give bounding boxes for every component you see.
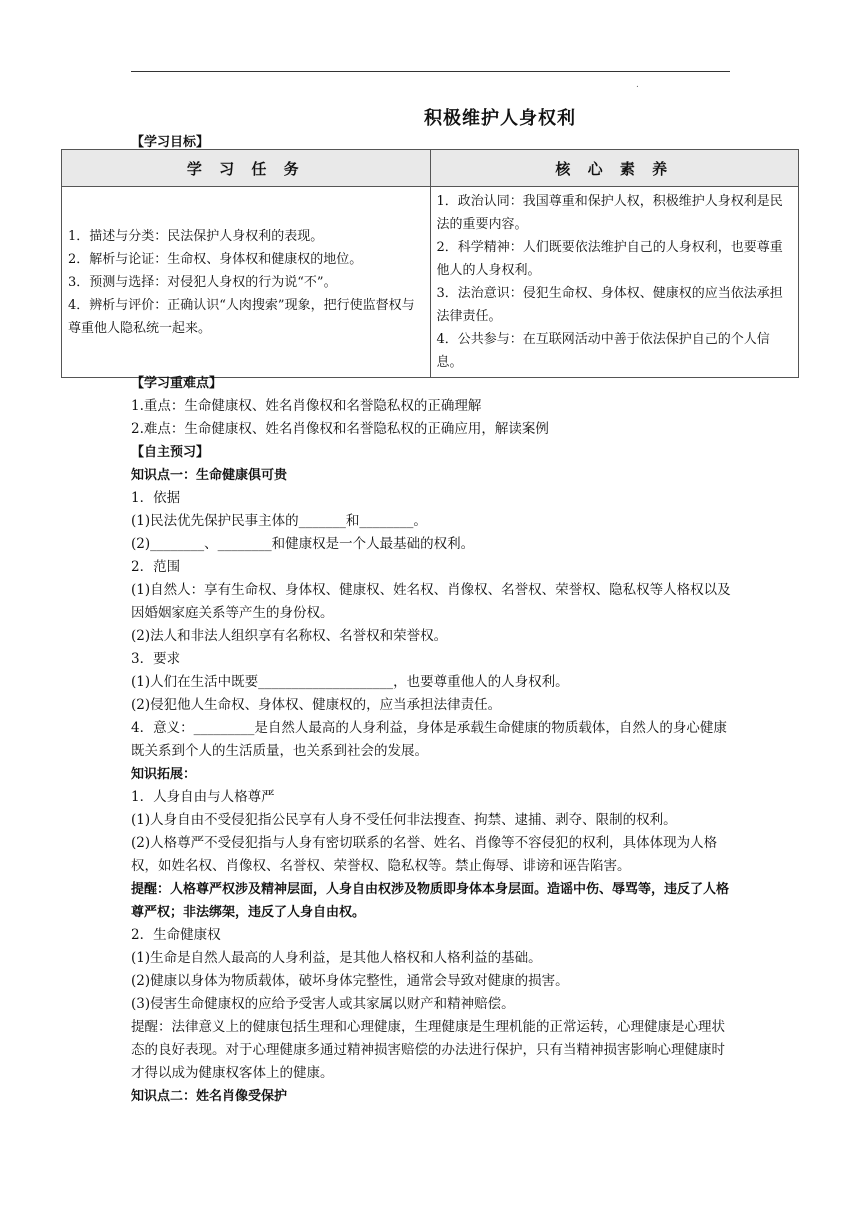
literacy-item: 3．法治意识：侵犯生命权、身体权、健康权的应当依法承担法律责任。 [436,286,783,324]
paragraph: (1)人身自由不受侵犯指公民享有人身不受任何非法搜查、拘禁、逮捕、剥夺、限制的权利。 [131,812,677,828]
key-point: 1.重点：生命健康权、姓名肖像权和名誉隐私权的正确理解 [131,398,482,414]
paragraph: 2．生命健康权 [131,927,221,943]
table-header-row [62,150,799,187]
knowledge-point-1-title: 知识点一：生命健康俱可贵 [131,468,288,483]
section-preview: 【自主预习】 [131,445,210,460]
reminder: 提醒：法律意义上的健康包括生理和心理健康，生理健康是生理机能的正常运转，心理健康是心理状态的良好表现。对于心理健康多通过精神损害赔偿的办法进行保护，只有当精神损害影响心理健康时才得以成为健康权客体上的健康。 [131,1019,725,1081]
task-item: 1．描述与分类：民法保护人身权利的表现。 [68,228,324,244]
literacy-item: 2．科学精神：人们既要依法维护自己的人身权利，也要尊重他人的人身权利。 [436,240,783,278]
reminder-bold: 提醒：人格尊严权涉及精神层面，人身自由权涉及物质即身体本身层面。造谣中伤、辱骂等，违反了人格尊严权；非法绑架，违反了人身自由权。 [131,882,730,920]
knowledge-point-2-title: 知识点二：姓名肖像受保护 [131,1089,288,1104]
table-row [62,187,799,378]
literacy-item: 1．政治认同：我国尊重和保护人权，积极维护人身权利是民法的重要内容。 [436,194,783,232]
paragraph: (1)人们在生活中既要____________________，也要尊重他人的人身权利。 [131,674,569,690]
paragraph: (1)生命是自然人最高的人身利益，是其他人格权和人格利益的基础。 [131,950,542,966]
tasks-cell [62,187,431,378]
paragraph: 2．范围 [131,559,181,575]
paragraph: (1)民法优先保护民事主体的_______和________。 [131,513,427,529]
literacy-item: 4．公共参与：在互联网活动中善于依法保护自己的个人信息。 [436,332,770,370]
header-literacy: 核 心 素 养 [430,150,799,187]
literacy-cell [430,187,799,378]
page-title: 积极维护人身权利 [424,108,576,129]
paragraph: (2)人格尊严不受侵犯指与人身有密切联系的名誉、姓名、肖像等不容侵犯的权利，具体体现为人格权，如姓名权、肖像权、名誉权、荣誉权、隐私权等。禁止侮辱、诽谤和诬告陷害。 [131,835,718,874]
paragraph: 3．要求 [131,651,181,667]
difficult-point: 2.难点：生命健康权、姓名肖像权和名誉隐私权的正确应用，解读案例 [131,421,549,437]
header-dot: . [636,80,639,90]
header-tasks: 学 习 任 务 [62,150,431,187]
paragraph: 1．人身自由与人格尊严 [131,789,275,805]
paragraph: (2)________、________和健康权是一个人最基础的权利。 [131,536,475,552]
knowledge-extension-title: 知识拓展： [131,767,197,782]
section-key-points: 【学习重难点】 [131,376,223,391]
paragraph: (1)自然人：享有生命权、身体权、健康权、姓名权、肖像权、名誉权、荣誉权、隐私权等人格权以及因婚姻家庭关系等产生的身份权。 [131,582,731,621]
task-item: 3．预测与选择：对侵犯人身权的行为说“不”。 [68,274,337,290]
paragraph: 4．意义：_________是自然人最高的人身利益，身体是承载生命健康的物质载体，自然人的身心健康既关系到个人的生活质量，也关系到社会的发展。 [131,720,727,759]
section-goals: 【学习目标】 [131,135,210,150]
paragraph: 1．依据 [131,490,181,506]
task-item: 4．辨析与评价：正确认识“人肉搜索”现象，把行使监督权与尊重他人隐私统一起来。 [68,297,415,336]
document-body [131,372,736,1108]
header-rule [131,71,730,72]
paragraph: (2)法人和非法人组织享有名称权、名誉权和荣誉权。 [131,628,448,644]
task-item: 2．解析与论证：生命权、身体权和健康权的地位。 [68,251,363,267]
paragraph: (3)侵害生命健康权的应给予受害人或其家属以财产和精神赔偿。 [131,996,515,1012]
paragraph: (2)侵犯他人生命权、身体权、健康权的，应当承担法律责任。 [131,697,502,713]
goals-table [61,149,799,378]
paragraph: (2)健康以身体为物质载体，破坏身体完整性，通常会导致对健康的损害。 [131,973,569,989]
